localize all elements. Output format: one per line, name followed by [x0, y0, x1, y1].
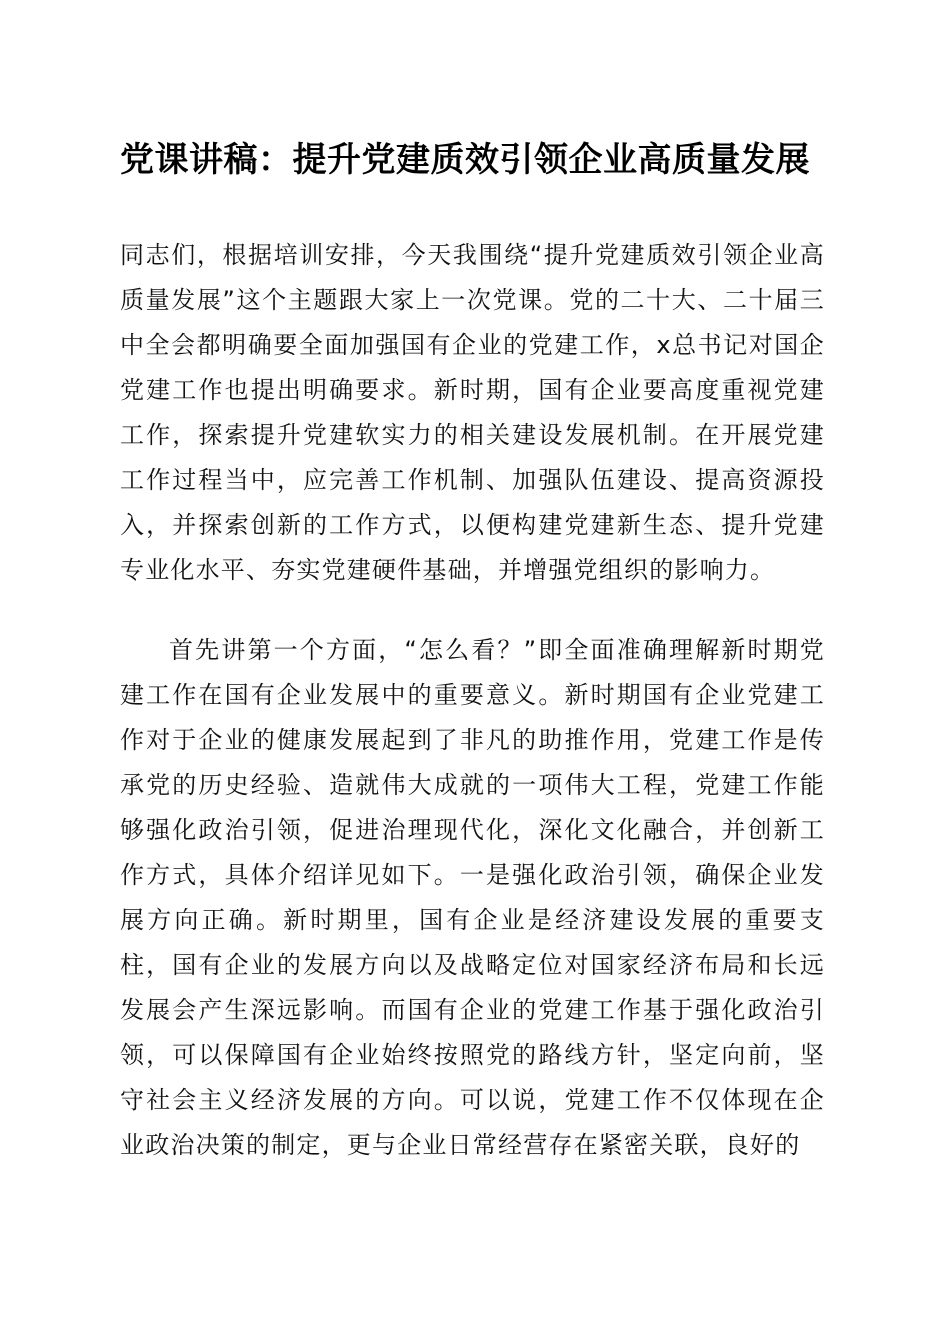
document-title: 党课讲稿：提升党建质效引领企业高质量发展 — [120, 140, 810, 180]
paragraph-intro: 同志们，根据培训安排，今天我围绕“提升党建质效引领企业高质量发展”这个主题跟大家上一次党课。党的二十大、二十届三中全会都明确要全面加强国有企业的党建工作，x总书记对国企党建工作也提出明确要求。新时期，国有企业要高度重视党建工作，探索提升党建软实力的相关建设发展机制。在开展党建工作过程当中，应完善工作机制、加强队伍建设、提高资源投入，并探索创新的工作方式，以便构建党建新生态、提升党建专业化水平、夯实党建硬件基础，并增强党组织的影响力。 — [120, 241, 825, 584]
paragraph-section-one: 首先讲第一个方面，“怎么看？”即全面准确理解新时期党建工作在国有企业发展中的重要意义。新时期国有企业党建工作对于企业的健康发展起到了非凡的助推作用，党建工作是传承党的历史经验、造就伟大成就的一项伟大工程，党建工作能够强化政治引领，促进治理现代化，深化文化融合，并创新工作方式，具体介绍详见如下。一是强化政治引领，确保企业发展方向正确。新时期里，国有企业是经济建设发展的重要支柱，国有企业的发展方向以及战略定位对国家经济布局和长远发展会产生深远影响。而国有企业的党建工作基于强化政治引领，可以保障国有企业始终按照党的路线方针，坚定向前，坚守社会主义经济发展的方向。可以说，党建工作不仅体现在企业政治决策的制定，更与企业日常经营存在紧密关联，良好的 — [120, 636, 825, 1159]
